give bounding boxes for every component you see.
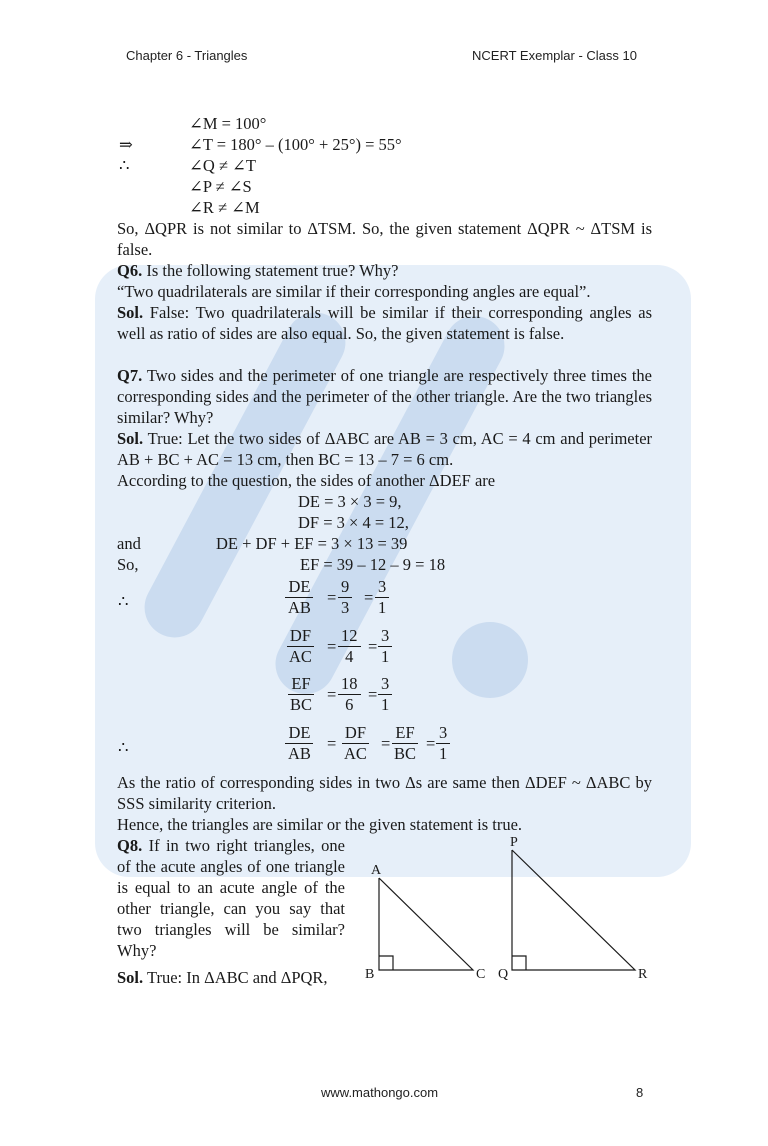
q7-final: Hence, the triangles are similar or the given statement is true. bbox=[117, 815, 523, 834]
implies-symbol: ⇒ bbox=[119, 135, 133, 154]
label-r: R bbox=[638, 967, 648, 982]
q7-conclusion: As the ratio of corresponding sides in two Δs are same then ΔDEF ~ ΔABC by SSS similarity criterion. bbox=[117, 773, 652, 813]
eq-df: DF = 3 × 4 = 12, bbox=[298, 513, 409, 532]
equals-sign: = bbox=[368, 685, 378, 704]
triangle-figure bbox=[360, 832, 660, 992]
angle-q-line: ∠Q ≠ ∠T bbox=[189, 156, 256, 175]
equals-sign: = bbox=[426, 734, 436, 753]
therefore-symbol: ∴ bbox=[118, 592, 129, 611]
q7-sol-label: Sol. bbox=[117, 429, 144, 448]
q6-question: Q6. Is the following statement true? Why? bbox=[117, 261, 399, 280]
label-c: C bbox=[476, 967, 486, 982]
right-angle-q bbox=[512, 956, 526, 970]
fraction-ef-bc: $\frac{EF}{BC}$ bbox=[394, 723, 417, 763]
q7-solution: Sol. True: Let the two sides of ΔABC are AB = 3 cm, AC = 4 cm and perimeter AB + BC + AC = 13 cm, then BC = 13 – 7 = 6 cm. bbox=[117, 429, 653, 469]
q8-label: Q8. bbox=[117, 836, 143, 855]
equals-sign: = bbox=[327, 685, 337, 704]
angle-t-line: ∠T = 180° – (100° + 25°) = 55° bbox=[189, 135, 402, 154]
q6-sol-label: Sol. bbox=[117, 303, 144, 322]
fraction-3-1: $\frac{3}{1}$ bbox=[378, 626, 392, 667]
label-a: A bbox=[371, 863, 382, 878]
footer-url[interactable]: www.mathongo.com bbox=[321, 1085, 439, 1100]
q7-label: Q7. bbox=[117, 366, 143, 385]
so-word: So, bbox=[117, 555, 139, 574]
equals-sign: = bbox=[327, 637, 337, 656]
label-p: P bbox=[510, 835, 518, 850]
fraction-3-1: $\frac{3}{1}$ bbox=[378, 674, 392, 715]
page-number: 8 bbox=[636, 1085, 644, 1100]
fraction-ef-bc: $\frac{EF}{BC}$ bbox=[290, 674, 313, 714]
chapter-title: Chapter 6 - Triangles bbox=[126, 48, 248, 63]
eq-perimeter: DE + DF + EF = 3 × 13 = 39 bbox=[216, 534, 408, 553]
label-q: Q bbox=[498, 967, 509, 982]
equals-sign: = bbox=[364, 588, 374, 607]
q6-label: Q6. bbox=[117, 261, 143, 280]
therefore-symbol: ∴ bbox=[119, 156, 130, 175]
fraction-df-ac: $\frac{DF}{AC}$ bbox=[341, 723, 370, 764]
fraction-3-1: $\frac{3}{1}$ bbox=[375, 577, 389, 618]
eq-de: DE = 3 × 3 = 9, bbox=[298, 492, 402, 511]
angle-p-line: ∠P ≠ ∠S bbox=[189, 177, 252, 196]
q6-quote: “Two quadrilaterals are similar if their corresponding angles are equal”. bbox=[117, 282, 591, 301]
q7-question: Q7. Two sides and the perimeter of one triangle are respectively three times the corresponding sides and the perimeter of the other triangle. Are the two triangles similar? Why? bbox=[117, 366, 653, 427]
fraction-18-6: $\frac{18}{6}$ bbox=[338, 674, 361, 715]
equals-sign: = bbox=[368, 637, 378, 656]
label-b: B bbox=[365, 967, 375, 982]
fraction-df-ac: $\frac{DF}{AC}$ bbox=[286, 626, 315, 667]
eq-ef: EF = 39 – 12 – 9 = 18 bbox=[300, 555, 446, 574]
angle-r-line: ∠R ≠ ∠M bbox=[189, 198, 260, 217]
fraction-9-3: $\frac{9}{3}$ bbox=[338, 577, 352, 618]
right-angle-b bbox=[379, 956, 393, 970]
q8-question: Q8. If in two right triangles, one of the acute angles of one triangle is equal to an acute angle of the other triangle, can you say that two triangles will be similar? Why? bbox=[117, 836, 345, 960]
equals-sign: = bbox=[327, 734, 337, 753]
q7-according: According to the question, the sides of another ΔDEF are bbox=[117, 471, 496, 490]
book-title: NCERT Exemplar - Class 10 bbox=[472, 48, 637, 63]
and-word: and bbox=[117, 534, 141, 553]
triangle-pqr bbox=[512, 850, 635, 970]
q8-solution: Sol. True: In ΔABC and ΔPQR, bbox=[117, 968, 328, 987]
equals-sign: = bbox=[327, 588, 337, 607]
angle-m-line: ∠M = 100° bbox=[189, 114, 267, 133]
q6-solution: Sol. False: Two quadrilaterals will be similar if their corresponding angles as well as ratio of sides are also equal. So, the given statement is false. bbox=[117, 303, 653, 343]
q8-sol-label: Sol. bbox=[117, 968, 144, 987]
fraction-de-ab: $\frac{DE}{AB}$ bbox=[285, 577, 314, 618]
equals-sign: = bbox=[381, 734, 391, 753]
fraction-3-1: $\frac{3}{1}$ bbox=[436, 723, 450, 764]
fraction-12-4: $\frac{12}{4}$ bbox=[338, 626, 361, 667]
therefore-symbol: ∴ bbox=[118, 738, 129, 757]
prev-conclusion: So, ΔQPR is not similar to ΔTSM. So, the given statement ΔQPR ~ ΔTSM is false. bbox=[117, 219, 652, 259]
fraction-de-ab: $\frac{DE}{AB}$ bbox=[285, 723, 314, 764]
